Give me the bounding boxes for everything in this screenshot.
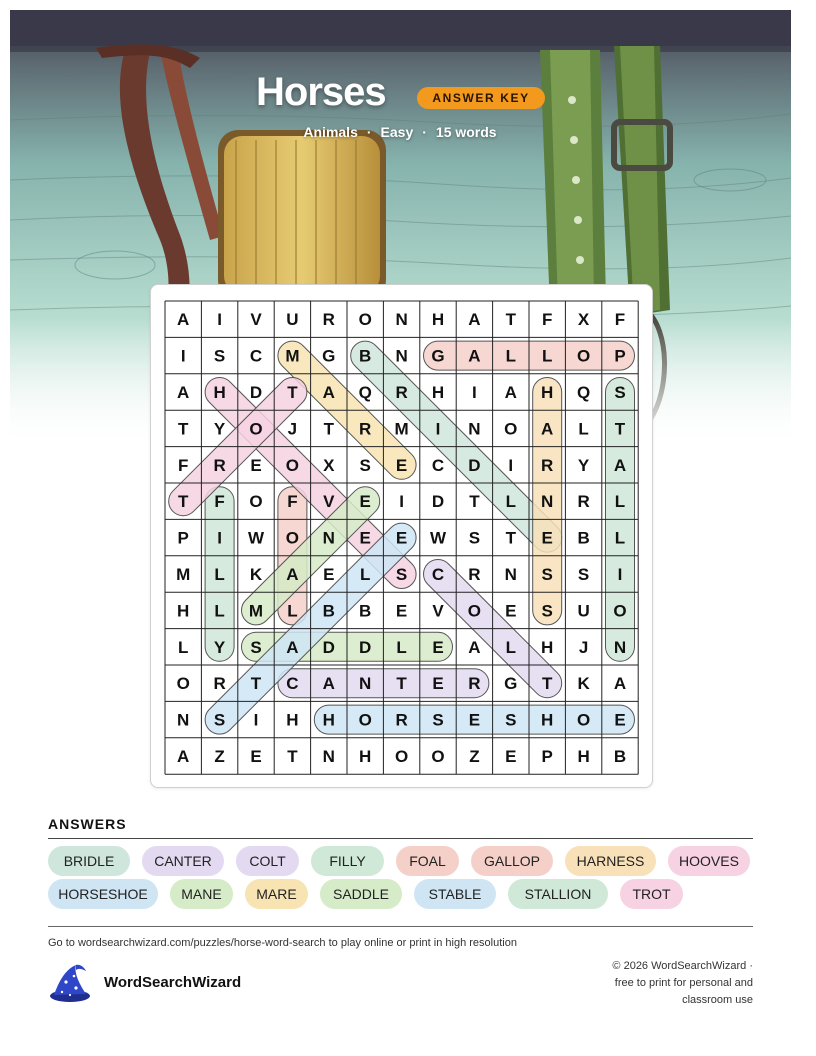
grid-letter: N — [322, 747, 335, 766]
grid-letter: F — [287, 492, 298, 512]
grid-letter: C — [286, 674, 299, 694]
answer-chip-stable: STABLE — [414, 879, 496, 909]
grid-letter: O — [358, 710, 372, 730]
grid-letter: L — [614, 528, 626, 548]
grid-letter: M — [394, 419, 409, 439]
grid-letter: E — [432, 674, 444, 694]
grid-letter: G — [322, 346, 336, 366]
grid-letter: F — [614, 310, 626, 330]
grid-letter: S — [541, 601, 553, 621]
grid-letter: N — [359, 674, 372, 694]
grid-letter: C — [249, 346, 263, 366]
grid-letter: F — [214, 492, 225, 512]
grid-letter: T — [396, 674, 407, 694]
grid-letter: Y — [577, 455, 590, 475]
copyright-line: © 2026 WordSearchWizard · — [612, 960, 753, 972]
grid-letter: A — [177, 310, 190, 330]
grid-letter: O — [176, 674, 190, 694]
grid-letter: I — [217, 310, 222, 330]
grid-letter: G — [431, 346, 445, 366]
grid-letter: T — [178, 419, 189, 439]
answer-chip-filly: FILLY — [311, 846, 384, 876]
grid-letter: S — [359, 455, 371, 475]
answer-chip-foal: FOAL — [396, 846, 459, 876]
grid-letter: D — [359, 637, 372, 657]
grid-letter: U — [286, 310, 299, 330]
grid-letter: O — [285, 528, 300, 548]
grid-letter: O — [431, 747, 445, 766]
grid-letter: V — [323, 492, 335, 512]
category-label: Animals — [303, 124, 358, 140]
answer-chip-canter: CANTER — [142, 846, 224, 876]
answers-heading: ANSWERS — [48, 816, 127, 832]
grid-letter: P — [614, 346, 626, 366]
grid-letter: W — [247, 528, 265, 548]
grid-letter: L — [505, 346, 516, 366]
grid-letter: A — [177, 383, 190, 402]
grid-letter: T — [287, 747, 298, 766]
answer-chip-gallop: GALLOP — [471, 846, 553, 876]
grid-letter: B — [613, 747, 627, 766]
grid-letter: L — [396, 637, 407, 657]
grid-letter: Z — [469, 747, 480, 766]
answer-chip-hooves: HOOVES — [668, 846, 750, 876]
grid-letter: A — [286, 637, 299, 657]
grid-letter: H — [286, 710, 299, 730]
copyright-line: classroom use — [682, 994, 753, 1006]
grid-letter: T — [542, 674, 553, 694]
grid-letter: J — [287, 419, 298, 439]
grid-letter: R — [577, 492, 590, 512]
grid-letter: L — [542, 346, 553, 366]
grid-letter: O — [358, 310, 372, 330]
separator-dot: · — [366, 124, 372, 140]
grid-letter: N — [322, 528, 335, 548]
grid-letter: H — [431, 310, 445, 330]
wizard-hat-icon — [46, 962, 92, 1009]
grid-letter: A — [613, 455, 627, 475]
puzzle-grid — [151, 285, 652, 787]
grid-letter: T — [505, 528, 516, 548]
grid-letter: N — [613, 637, 627, 657]
grid-letter: T — [505, 310, 516, 330]
grid-letter: B — [359, 346, 372, 366]
grid-letter: S — [577, 565, 590, 584]
grid-letter: R — [213, 674, 226, 694]
grid-letter: T — [469, 492, 480, 512]
answer-key-badge: ANSWER KEY — [417, 87, 545, 109]
grid-letter: V — [250, 310, 262, 330]
grid-letter: E — [395, 528, 408, 548]
grid-letter: N — [468, 419, 481, 439]
grid-letter: O — [504, 419, 518, 439]
grid-letter: K — [249, 565, 263, 584]
grid-letter: O — [613, 601, 627, 621]
answer-chip-saddle: SADDLE — [320, 879, 402, 909]
grid-letter: U — [577, 601, 590, 621]
answer-chip-trot: TROT — [620, 879, 683, 909]
grid-letter: S — [395, 565, 408, 584]
grid-letter: Q — [358, 383, 372, 402]
grid-letter: R — [541, 455, 554, 475]
puzzle-grid-card — [150, 284, 653, 788]
grid-letter: E — [432, 637, 444, 657]
answer-chip-colt: COLT — [236, 846, 299, 876]
grid-letter: A — [322, 674, 335, 694]
answer-chip-horseshoe: HORSESHOE — [48, 879, 158, 909]
grid-letter: T — [287, 383, 298, 402]
grid-letter: B — [577, 528, 590, 548]
grid-letter: L — [214, 565, 225, 584]
grid-letter: X — [577, 310, 590, 330]
grid-letter: D — [431, 492, 445, 512]
grid-letter: H — [541, 710, 554, 730]
grid-letter: C — [431, 455, 445, 475]
grid-letter: O — [285, 455, 300, 475]
grid-letter: H — [359, 747, 372, 766]
answer-chip-mane: MANE — [170, 879, 233, 909]
grid-letter: D — [249, 383, 263, 402]
grid-letter: B — [322, 601, 335, 621]
answer-chip-bridle: BRIDLE — [48, 846, 130, 876]
grid-letter: A — [322, 383, 335, 402]
grid-letter: R — [468, 565, 481, 584]
answer-chip-stallion: STALLION — [508, 879, 608, 909]
answer-chip-harness: HARNESS — [565, 846, 656, 876]
grid-letter: E — [359, 528, 371, 548]
grid-letter: N — [504, 565, 517, 584]
grid-letter: S — [614, 383, 626, 402]
grid-letter: I — [399, 492, 404, 512]
grid-letter: I — [472, 383, 477, 402]
grid-letter: S — [213, 710, 226, 730]
grid-letter: D — [468, 455, 481, 475]
grid-letter: L — [287, 601, 298, 621]
grid-letter: G — [504, 674, 518, 694]
grid-letter: F — [542, 310, 553, 330]
grid-letter: A — [613, 674, 627, 694]
grid-letter: I — [217, 528, 222, 548]
grid-letter: S — [213, 346, 226, 366]
grid-letter: A — [468, 637, 481, 657]
grid-letter: N — [177, 710, 190, 730]
grid-letter: A — [541, 419, 554, 439]
grid-letter: A — [177, 747, 190, 766]
grid-letter: R — [395, 383, 408, 402]
grid-letter: L — [360, 565, 371, 584]
grid-letter: H — [577, 747, 590, 766]
copyright-text — [573, 958, 753, 1009]
grid-letter: T — [178, 492, 189, 512]
grid-letter: B — [359, 601, 372, 621]
grid-letter: V — [432, 601, 444, 621]
difficulty-label: Easy — [380, 124, 414, 140]
grid-letter: F — [178, 455, 189, 475]
grid-letter: Y — [213, 637, 226, 657]
grid-letter: I — [617, 565, 623, 584]
grid-letter: E — [505, 747, 517, 766]
grid-letter: N — [541, 492, 554, 512]
grid-letter: Z — [214, 747, 225, 766]
grid-letter: M — [248, 601, 264, 621]
grid-letter: E — [614, 710, 626, 730]
grid-letter: X — [323, 455, 335, 475]
grid-letter: L — [214, 601, 225, 621]
brand-name: WordSearchWizard — [104, 974, 242, 991]
grid-letter: R — [395, 710, 408, 730]
grid-letter: S — [432, 710, 444, 730]
copyright-line: free to print for personal and — [614, 977, 753, 989]
grid-letter: D — [322, 637, 335, 657]
grid-letter: H — [322, 710, 335, 730]
grid-letter: R — [359, 419, 372, 439]
grid-letter: O — [249, 419, 263, 439]
grid-letter: L — [505, 492, 516, 512]
grid-letter: I — [180, 346, 186, 366]
grid-letter: L — [505, 637, 516, 657]
grid-letter: N — [395, 346, 408, 366]
grid-letter: M — [285, 346, 300, 366]
grid-letter: E — [359, 492, 371, 512]
grid-letter: O — [576, 710, 591, 730]
grid-letter: A — [504, 383, 517, 402]
grid-letter: L — [178, 637, 189, 657]
grid-letter: Q — [576, 383, 591, 402]
grid-letter: O — [467, 601, 482, 621]
grid-letter: E — [468, 710, 481, 730]
grid-letter: H — [177, 601, 190, 621]
grid-letter: J — [578, 637, 589, 657]
grid-letter: H — [541, 637, 554, 657]
grid-letter: R — [322, 310, 335, 330]
footer-link-text[interactable]: Go to wordsearchwizard.com/puzzles/horse-word-search to play online or print in high resolution — [48, 937, 517, 949]
grid-letter: E — [323, 565, 335, 584]
grid-letter: T — [323, 419, 334, 439]
grid-letter: S — [468, 528, 481, 548]
grid-letter: M — [176, 565, 191, 584]
grid-letter: T — [250, 674, 262, 694]
puzzle-meta — [0, 124, 800, 140]
grid-letter: H — [541, 383, 554, 402]
grid-letter: K — [577, 674, 590, 694]
grid-letter: N — [395, 310, 408, 330]
separator-dot: · — [422, 124, 427, 140]
grid-letter: L — [578, 419, 589, 439]
grid-letter: I — [508, 455, 514, 475]
grid-letter: S — [250, 637, 262, 657]
grid-letter: E — [250, 747, 262, 766]
grid-letter: E — [250, 455, 262, 475]
grid-letter: H — [213, 383, 226, 402]
grid-letter: O — [249, 492, 263, 512]
grid-letter: L — [614, 492, 626, 512]
footer-divider — [48, 926, 753, 927]
grid-letter: E — [395, 601, 408, 621]
grid-letter: P — [541, 747, 553, 766]
grid-letter: C — [431, 565, 445, 584]
grid-letter: E — [395, 455, 408, 475]
grid-letter: I — [253, 710, 259, 730]
grid-letter: A — [286, 565, 299, 584]
grid-letter: E — [541, 528, 553, 548]
grid-letter: R — [213, 455, 226, 475]
grid-letter: S — [505, 710, 517, 730]
grid-letter: R — [468, 674, 481, 694]
grid-letter: O — [576, 346, 591, 366]
grid-letter: H — [431, 383, 445, 402]
grid-letter: O — [394, 747, 409, 766]
grid-letter: A — [468, 310, 481, 330]
grid-letter: Y — [213, 419, 226, 439]
word-count-label: 15 words — [435, 124, 497, 140]
answers-divider — [48, 838, 753, 839]
grid-letter: A — [468, 346, 481, 366]
grid-letter: S — [541, 565, 553, 584]
answer-chip-mare: MARE — [245, 879, 308, 909]
grid-letter: I — [435, 419, 441, 439]
grid-letter: P — [177, 528, 189, 548]
grid-letter: T — [614, 419, 626, 439]
grid-letter: W — [429, 528, 447, 548]
grid-letter: E — [505, 601, 517, 621]
page-title: Horses — [256, 70, 386, 114]
